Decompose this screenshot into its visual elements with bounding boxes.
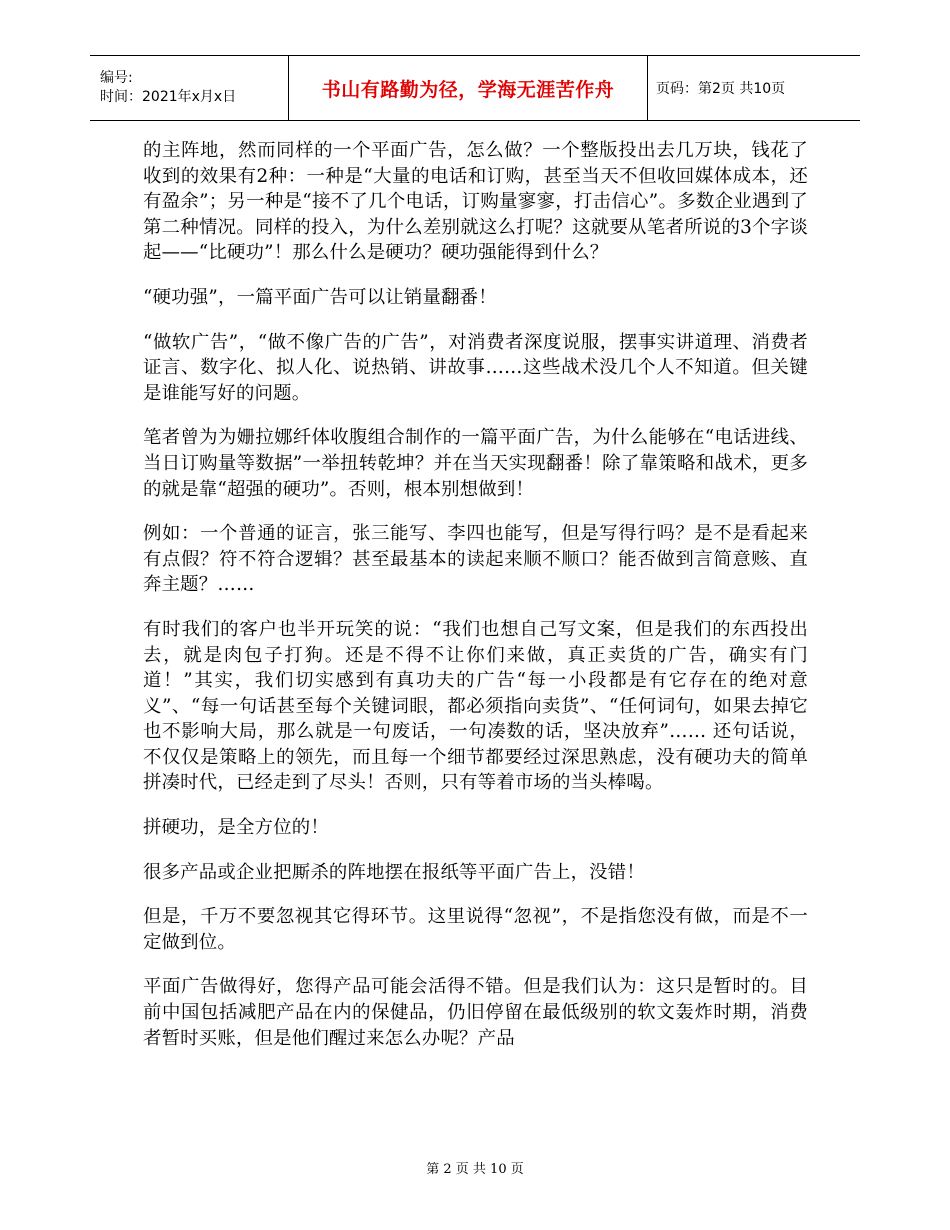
paragraph: 的主阵地，然而同样的一个平面广告，怎么做？一个整版投出去几万块，钱花了收到的效果有2种：一种是“大量的电话和订购，甚至当天不但收回媒体成本，还有盈余”；另一种是“接不了几个电话，订购量寥寥，打击信心”。多数企业遇到了第二种情况。同样的投入，为什么差别就这么打呢？这就要从笔者所说的3个字谈起——“比硬功”！那么什么是硬功？硬功强能得到什么？ — [143, 140, 808, 264]
page-header — [90, 55, 860, 121]
page-footer: 第 2 页 共 10 页 — [426, 1162, 524, 1177]
paragraph: 很多产品或企业把厮杀的阵地摆在报纸等平面广告上，没错！ — [143, 861, 645, 883]
paragraph: 但是，千万不要忽视其它得环节。这里说得“忽视”，不是指您没有做，而是不一定做到位。 — [143, 906, 808, 953]
paragraph: 平面广告做得好，您得产品可能会活得不错。但是我们认为：这只是暂时的。目前中国包括减肥产品在内的保健品，仍旧停留在最低级别的软文轰炸时期，消费者暂时买账，但是他们醒过来怎么办呢？产品 — [143, 976, 808, 1049]
header-meta — [90, 56, 288, 120]
number-label: 编号: — [100, 70, 133, 86]
paragraph: 有时我们的客户也半开玩笑的说：“我们也想自己写文案，但是我们的东西投出去，就是肉包子打狗。还是不得不让你们来做，真正卖货的广告，确实有门道！”其实，我们切实感到有真功夫的广告“每一小段都是有它存在的绝对意义”、“每一句话甚至每个关键词眼，都必须指向卖货”、“任何词句，如果去掉它也不影响大局，那么就是一句废话，一句凑数的话，坚决放弃”…… 还句话说，不仅仅是策略上的领先，而且每一个细节都要经过深思熟虑，没有硬功夫的简单拼凑时代，已经走到了尽头！否则，只有等着市场的当头棒喝。 — [143, 618, 808, 794]
paragraph: 拼硬功，是全方位的！ — [143, 817, 329, 839]
page-label: 页码：第2页 共10页 — [656, 81, 786, 97]
document-body — [143, 138, 808, 1070]
paragraph: 笔者曾为为姗拉娜纤体收腹组合制作的一篇平面广告，为什么能够在“电话进线、当日订购量等数据”一举扭转乾坤？并在当天实现翻番！除了靠策略和战术，更多的就是靠“超强的硬功”。否则，根本别想做到！ — [143, 427, 808, 500]
time-label: 时间：2021年x月x日 — [100, 89, 237, 105]
header-page-cell — [648, 56, 860, 120]
motto: 书山有路勤为径，学海无涯苦作舟 — [321, 78, 615, 101]
paragraph: “做软广告”，“做不像广告的广告”，对消费者深度说服，摆事实讲道理、消费者证言、数字化、拟人化、说热销、讲故事……这些战术没几个人不知道。但关键是谁能写好的问题。 — [143, 331, 808, 404]
paragraph: 例如：一个普通的证言，张三能写、李四也能写，但是写得行吗？是不是看起来有点假？符不符合逻辑？甚至最基本的读起来顺不顺口？能否做到言简意赅、直奔主题？…… — [143, 523, 808, 596]
header-motto-cell — [288, 56, 648, 120]
paragraph: “硬功强”，一篇平面广告可以让销量翻番！ — [143, 286, 497, 308]
